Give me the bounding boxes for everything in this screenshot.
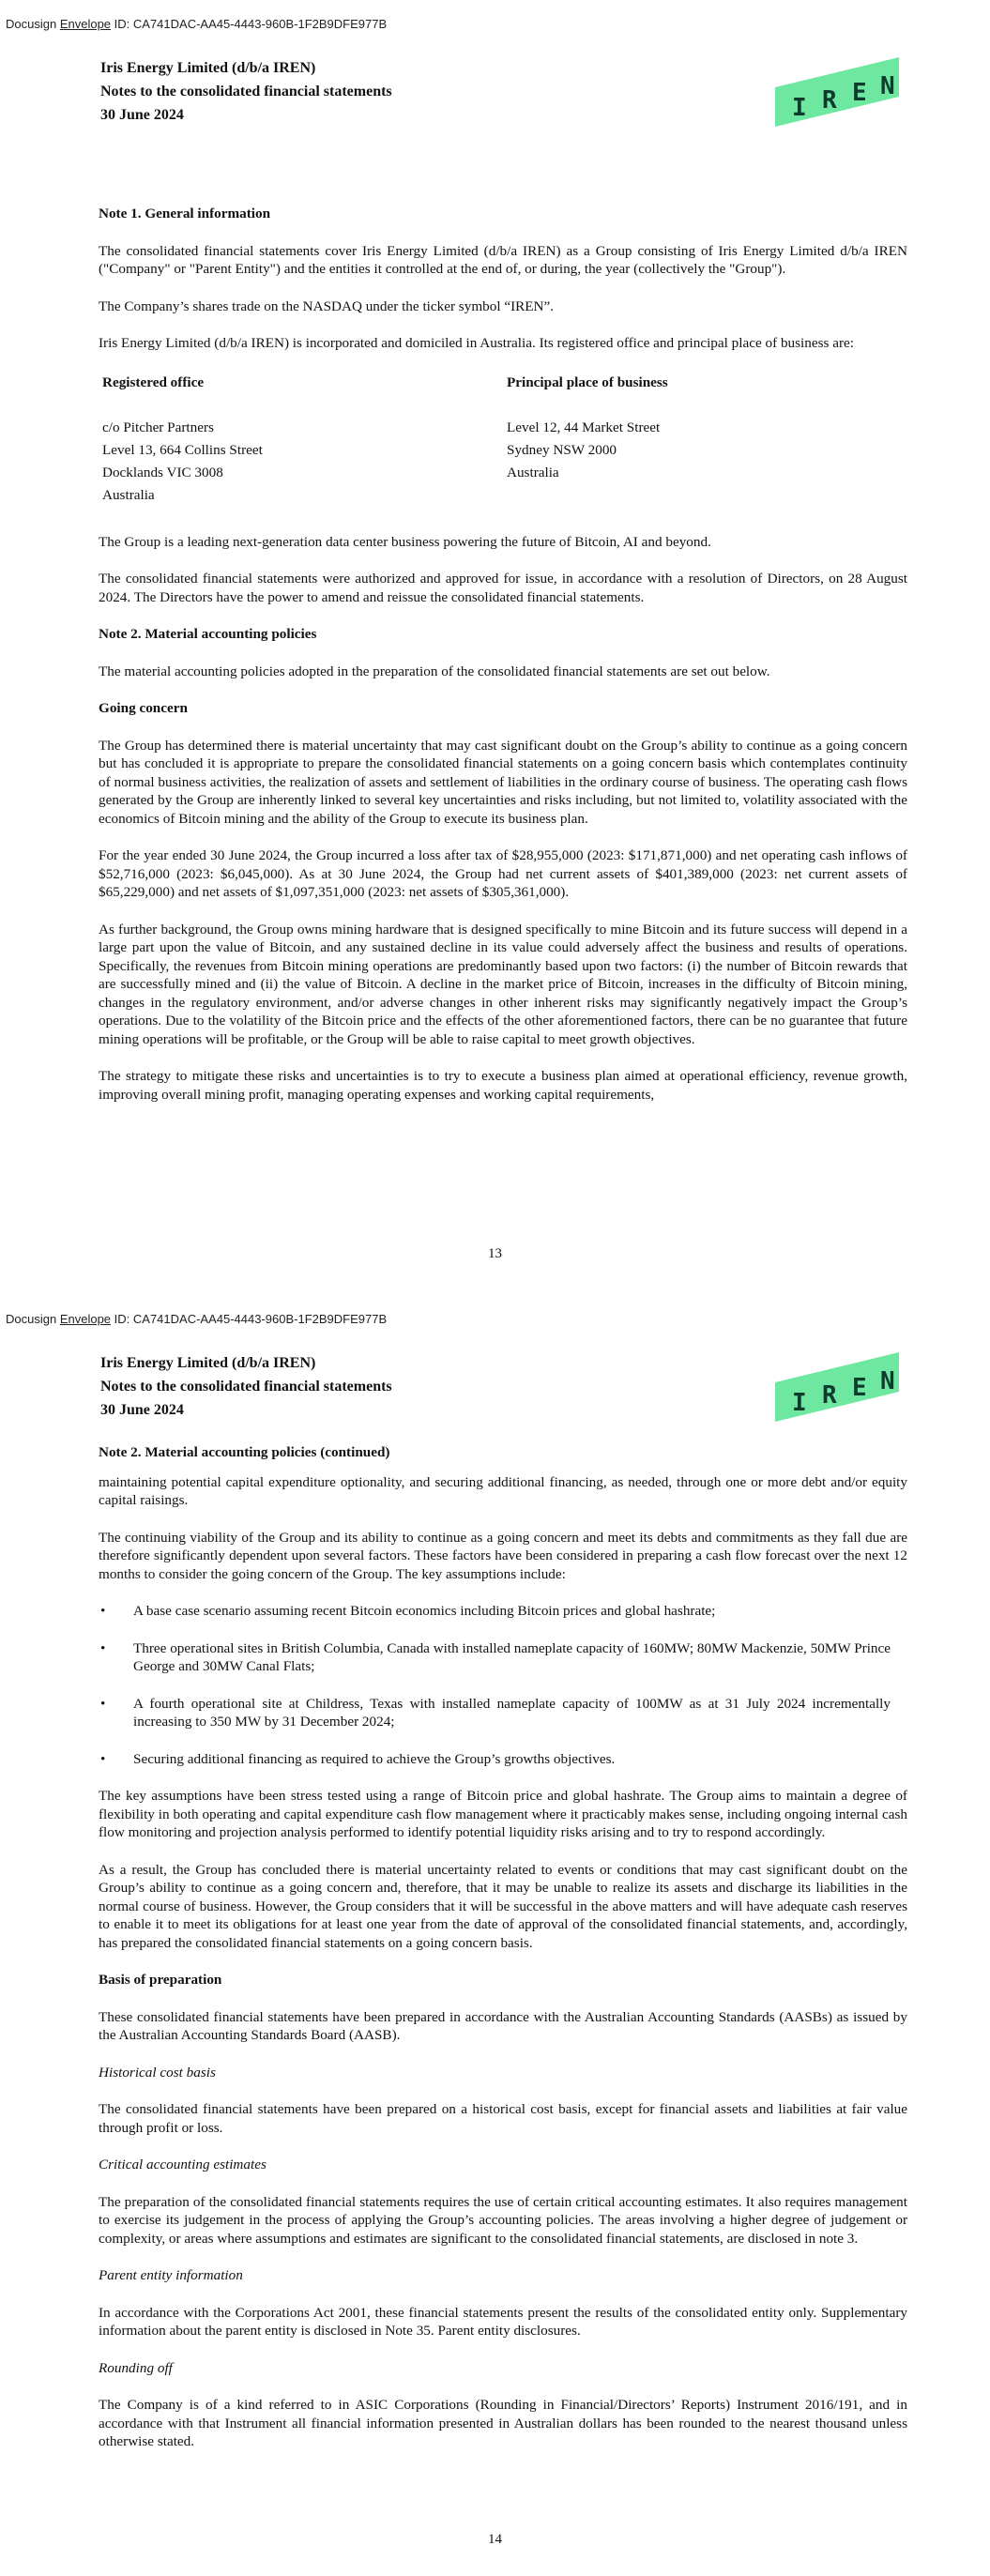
paragraph: The Group is a leading next-generation data center business powering the future of Bitcoin, AI and beyond. bbox=[99, 533, 711, 550]
logo-letter-n: N bbox=[880, 1367, 895, 1395]
document-title: Notes to the consolidated financial statements bbox=[100, 1379, 392, 1395]
paragraph: The Company is of a kind referred to in ASIC Corporations (Rounding in Financial/Directors’ Reports) Instrument 2016/191, and in accordance with that Instrument all financial information presented in Australian dollars has been rounded to the nearest thousand unless otherwise stated. bbox=[99, 2397, 907, 2449]
logo-letter-r: R bbox=[822, 86, 837, 114]
logo-letter-e: E bbox=[852, 79, 867, 107]
paragraph: As further background, the Group owns mining hardware that is designed specifically to mine Bitcoin and its future success will depend in a large part upon the value of Bitcoin, and any sustained decline in its value could adversely affect the business and results of operations. Specifically, the revenues from Bitcoin mining operations are predominantly based upon two factors: (i) the number of Bitcoin rewards that are successfully mined and (ii) the value of Bitcoin. A decline in the market price of Bitcoin, increases in the difficulty of Bitcoin mining, changes in the regulatory environment, and/or adverse changes in other inherent risks may significantly negatively impact the Group’s operations. Due to the volatility of the Bitcoin price and the effects of the other aforementioned factors, there can be no guarantee that future mining operations will be profitable, or the Group will be able to raise capital to meet growth objectives. bbox=[99, 921, 907, 1047]
principal-place-of-business bbox=[503, 372, 907, 507]
paragraph: maintaining potential capital expenditure optionality, and securing additional financing, as needed, through one or more debt and/or equity capital raisings. bbox=[99, 1473, 907, 1508]
address-line: c/o Pitcher Partners bbox=[102, 419, 214, 435]
logo-letter-e: E bbox=[852, 1374, 867, 1402]
registered-office bbox=[99, 372, 503, 507]
bullet: • bbox=[100, 1750, 106, 1767]
paragraph: The key assumptions have been stress tested using a range of Bitcoin price and global hashrate. The Group aims to maintain a degree of flexibility in both operating and capital expenditure cash flow management where it practicably makes sense, including ongoing internal cash flow monitoring and projection analysis performed to identify potential liquidity risks arising and to try to respond accordingly. bbox=[99, 1788, 907, 1840]
bullet-item: • Three operational sites in British Columbia, Canada with installed nameplate capacity of 160MW; 80MW Mackenzie, 50MW Prince George and 30MW Canal Flats; bbox=[100, 1639, 891, 1674]
bullet: • bbox=[100, 1695, 106, 1712]
bullet: • bbox=[100, 1603, 106, 1619]
logo-letter-i: I bbox=[792, 1389, 807, 1417]
logo-letter-i: I bbox=[792, 94, 807, 122]
bullet: • bbox=[100, 1639, 106, 1656]
paragraph: Iris Energy Limited (d/b/a IREN) is incorporated and domiciled in Australia. Its registered office and principal place of business are: bbox=[99, 335, 854, 351]
page-13 bbox=[0, 0, 990, 1281]
paragraph: The strategy to mitigate these risks and uncertainties is to try to execute a business plan aimed at operational efficiency, revenue growth, improving overall mining profit, managing operating expenses and working capital requirements, bbox=[99, 1068, 907, 1103]
page-14-body bbox=[99, 1443, 907, 2470]
going-concern-heading: Going concern bbox=[99, 700, 188, 716]
bullet-item: • A fourth operational site at Childress, Texas with installed nameplate capacity of 100MW as at 31 July 2024 incrementally increasing to 350 MW by 31 December 2024; bbox=[100, 1695, 891, 1730]
paragraph: The continuing viability of the Group and its ability to continue as a going concern and meet its debts and commitments as they fall due are therefore significantly dependent upon several factors. These factors have been considered in preparing a cash flow forecast over the next 12 months to consider the going concern of the Group. The key assumptions include: bbox=[99, 1529, 907, 1582]
note-2-continued-title: Note 2. Material accounting policies (continued) bbox=[99, 1444, 390, 1460]
company-name: Iris Energy Limited (d/b/a IREN) bbox=[100, 1355, 316, 1371]
company-name: Iris Energy Limited (d/b/a IREN) bbox=[100, 60, 316, 76]
paragraph: The Group has determined there is material uncertainty that may cast significant doubt on the Group’s ability to continue as a going concern but has concluded it is appropriate to prepare the consolidated financial statements on a going concern basis which contemplates continuity of normal business activities, the realization of assets and settlement of liabilities in the ordinary course of business. The operating cash flows generated by the Group are inherently linked to several key uncertainties and risks including, but not limited to, volatility associated with the economics of Bitcoin mining and the ability of the Group to execute its business plan. bbox=[99, 737, 907, 827]
paragraph: In accordance with the Corporations Act 2001, these financial statements present the results of the consolidated entity only. Supplementary information about the parent entity is disclosed in Note 35. Parent entity disclosures. bbox=[99, 2304, 907, 2339]
principal-place-title: Principal place of business bbox=[507, 373, 668, 390]
paragraph: For the year ended 30 June 2024, the Group incurred a loss after tax of $28,955,000 (2023: $171,871,000) and net operating cash inflows of $52,716,000 (2023: $6,045,000). As at 30 June 2024, the Group had net current assets of $401,389,000 (2023: net current assets of $65,229,000) and net assets of $1,097,351,000 (2023: net assets of $305,361,000). bbox=[99, 847, 907, 900]
registered-office-title: Registered office bbox=[102, 373, 205, 390]
historical-cost-basis-heading: Historical cost basis bbox=[99, 2064, 216, 2081]
critical-accounting-estimates-heading: Critical accounting estimates bbox=[99, 2157, 267, 2172]
paragraph: These consolidated financial statements have been prepared in accordance with the Australian Accounting Standards (AASBs) as issued by the Australian Accounting Standards Board (AASB). bbox=[99, 2008, 907, 2043]
paragraph: The consolidated financial statements cover Iris Energy Limited (d/b/a IREN) as a Group consisting of Iris Energy Limited d/b/a IREN ("Company" or "Parent Entity") and the entities it controlled at the end of, or during, the year (collectively the "Group"). bbox=[99, 242, 907, 277]
address-line: Level 12, 44 Market Street bbox=[507, 419, 661, 435]
page-header bbox=[100, 1351, 392, 1422]
iren-logo bbox=[768, 1347, 908, 1422]
bullet-item: • Securing additional financing as required to achieve the Group’s growths objectives. bbox=[100, 1750, 616, 1767]
basis-of-preparation-heading: Basis of preparation bbox=[99, 1972, 222, 1988]
paragraph: The material accounting policies adopted in the preparation of the consolidated financial statements are set out below. bbox=[99, 663, 770, 679]
address-line: Australia bbox=[507, 464, 559, 480]
paragraph: The Company’s shares trade on the NASDAQ under the ticker symbol “IREN”. bbox=[99, 297, 555, 314]
page-number: 13 bbox=[488, 1246, 502, 1261]
bullet-item: • A base case scenario assuming recent Bitcoin economics including Bitcoin prices and global hashrate; bbox=[100, 1603, 716, 1619]
document-date: 30 June 2024 bbox=[100, 107, 184, 123]
paragraph: The preparation of the consolidated financial statements requires the use of certain critical accounting estimates. It also requires management to exercise its judgement in the process of applying the Group’s accounting policies. The areas involving a higher degree of judgement or complexity, or areas where assumptions and estimates are significant to the consolidated financial statements, are disclosed in note 3. bbox=[99, 2193, 907, 2247]
paragraph: The consolidated financial statements have been prepared on a historical cost basis, except for financial assets and liabilities at fair value through profit or loss. bbox=[99, 2101, 907, 2136]
docusign-envelope-id: Docusign Envelope ID: CA741DAC-AA45-4443-960B-1F2B9DFE977B bbox=[6, 1312, 388, 1326]
page-number: 14 bbox=[488, 2532, 502, 2547]
paragraph: The consolidated financial statements were authorized and approved for issue, in accordance with a resolution of Directors, on 28 August 2024. The Directors have the power to amend and reissue the consolidated financial statements. bbox=[99, 571, 907, 605]
document-date: 30 June 2024 bbox=[100, 1402, 184, 1418]
page-header bbox=[100, 56, 392, 127]
address-line: Australia bbox=[102, 486, 155, 503]
logo-letter-n: N bbox=[880, 72, 895, 100]
page-14 bbox=[0, 1295, 990, 2576]
logo-letter-r: R bbox=[822, 1381, 837, 1410]
envelope-link[interactable]: Envelope bbox=[59, 17, 112, 31]
parent-entity-information-heading: Parent entity information bbox=[99, 2267, 243, 2283]
address-line: Docklands VIC 3008 bbox=[102, 464, 223, 480]
rounding-off-heading: Rounding off bbox=[99, 2359, 173, 2376]
page-13-body bbox=[99, 205, 907, 1122]
address-table bbox=[99, 372, 907, 507]
document-title: Notes to the consolidated financial statements bbox=[100, 84, 392, 99]
note-1-title: Note 1. General information bbox=[99, 206, 271, 221]
paragraph: As a result, the Group has concluded there is material uncertainty related to events or conditions that may cast significant doubt on the Group’s ability to continue as a going concern and, therefore, that it may be unable to realize its assets and discharge its liabilities in the normal course of business. However, the Group considers that it will be successful in the above matters and will have adequate cash reserves to enable it to meet its obligations for at least one year from the date of approval of the consolidated financial statements, and, accordingly, has prepared the consolidated financial statements on a going concern basis. bbox=[99, 1861, 907, 1951]
iren-logo bbox=[768, 52, 908, 127]
docusign-envelope-id: Docusign Envelope ID: CA741DAC-AA45-4443-960B-1F2B9DFE977B bbox=[6, 17, 388, 31]
envelope-link[interactable]: Envelope bbox=[59, 1312, 112, 1326]
address-line: Sydney NSW 2000 bbox=[507, 441, 617, 458]
note-2-title: Note 2. Material accounting policies bbox=[99, 626, 317, 642]
address-line: Level 13, 664 Collins Street bbox=[102, 441, 263, 458]
